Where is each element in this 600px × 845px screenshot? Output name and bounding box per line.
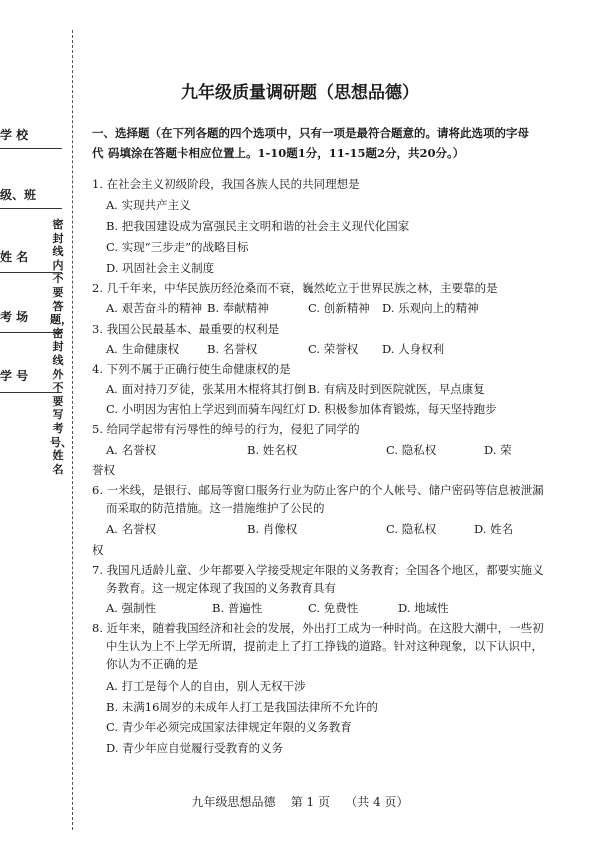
question-4-stem: 4. 下列不属于正确行使生命健康权的是: [92, 362, 291, 376]
question-8-option-c: C. 青少年必须完成国家法律规定年限的义务教育: [106, 720, 352, 734]
question-3-option-a: A. 生命健康权: [106, 342, 180, 356]
page-footer: [0, 793, 600, 810]
question-6-option-a: A. 名誉权: [106, 522, 157, 536]
question-6-stem-line-2: 而采取的防范措施。这一措施维护了公民的: [106, 501, 325, 515]
question-8-option-a: A. 打工是每个人的自由，别人无权干涉: [106, 679, 306, 693]
question-5-option-c: C. 隐私权: [386, 443, 437, 457]
question-5-option-d: D. 荣: [484, 443, 512, 457]
question-8-option-d: D. 青少年应自觉履行受教育的义务: [106, 741, 284, 755]
question-1-option-d: D. 巩固社会主义制度: [106, 261, 215, 275]
question-6-option-d-continued: 权: [92, 543, 104, 557]
question-8-option-b: B. 未满16周岁的未成年人打工是我国法律所不允许的: [106, 700, 378, 714]
question-3-option-c: C. 荣誉权: [308, 342, 359, 356]
question-1-option-c: C. 实现“三步走”的战略目标: [106, 240, 249, 254]
class-line: [0, 208, 62, 209]
question-4-option-a: A. 面对持刀歹徒，张某用木棍将其打倒: [106, 382, 306, 396]
question-6-option-c: C. 隐私权: [386, 522, 437, 536]
footer-total-pages: （共 4 页）: [345, 795, 409, 809]
question-1-option-a: A. 实现共产主义: [106, 198, 191, 212]
page-title: 九年级质量调研题（思想品德）: [181, 83, 419, 103]
student-number-label: 学 号: [0, 369, 29, 383]
question-2-option-d: D. 乐观向上的精神: [382, 301, 479, 315]
question-8-stem-line-3: 你认为不正确的是: [106, 657, 198, 671]
question-7-option-d: D. 地域性: [398, 601, 449, 615]
question-3-stem: 3. 我国公民最基本、最重要的权利是: [92, 322, 280, 336]
instructions-line-2: 码填涂在答题卡相应位置上。1-10题1分，11-15题2分，共20分。）: [108, 146, 465, 160]
question-3-option-d: D. 人身权利: [382, 342, 445, 356]
exam-room-label: 考 场: [0, 310, 29, 324]
question-2-stem: 2. 几千年来，中华民族历经沧桑而不衰，巍然屹立于世界民族之林，主要靠的是: [92, 281, 498, 295]
question-4-option-b: B. 有病及时到医院就医，早点康复: [308, 382, 485, 396]
question-8-stem-line-2: 中生认为上不上学无所谓，提前走上了打工挣钱的道路。针对这种现象，以下认识中，: [106, 639, 543, 653]
question-4-option-c: C. 小明因为害怕上学迟到而骑车闯红灯: [106, 402, 306, 416]
question-5-option-a: A. 名誉权: [106, 443, 157, 457]
question-6-stem-line-1: 6. 一米线，是银行、邮局等窗口服务行业为防止客户的个人帐号、储户密码等信息被泄漏: [92, 483, 544, 497]
question-5-option-b: B. 姓名权: [247, 443, 298, 457]
seal-notice: 密封线内不要答题，密封线外不要写考号、姓名: [50, 218, 72, 476]
question-7-stem-line-1: 7. 我国凡适龄儿童、少年都要入学接受规定年限的义务教育；全国各个地区，都要实施义: [92, 563, 544, 577]
question-1-option-b: B. 把我国建设成为富强民主文明和谐的社会主义现代化国家: [106, 219, 410, 233]
instructions-line-1: 一、选择题（在下列各题的四个选项中，只有一项是最符合题意的。请将此选项的字母代: [92, 126, 529, 160]
question-7-stem-line-2: 务教育。这一规定体现了我国的义务教育具有: [106, 581, 336, 595]
question-5-stem: 5. 给同学起带有污辱性的绰号的行为，侵犯了同学的: [92, 422, 360, 436]
name-label: 姓 名: [0, 250, 29, 264]
question-4-option-d: D. 积极参加体育锻炼，每天坚持跑步: [308, 402, 497, 416]
question-8-stem-line-1: 8. 近年来，随着我国经济和社会的发展，外出打工成为一种时尚。在这股大潮中，一些初: [92, 621, 544, 635]
school-line: [0, 148, 62, 149]
footer-subject: 九年级思想品德: [191, 795, 276, 809]
seal-line: [72, 30, 73, 830]
question-7-option-a: A. 强制性: [106, 601, 157, 615]
footer-page-number: 第 1 页: [290, 795, 330, 809]
question-5-option-d-continued: 誉权: [92, 463, 115, 477]
question-6-option-b: B. 肖像权: [247, 522, 298, 536]
question-1-stem: 1. 在社会主义初级阶段，我国各族人民的共同理想是: [92, 177, 360, 191]
question-7-option-c: C. 免费性: [308, 601, 359, 615]
class-label: 级、班: [0, 188, 37, 202]
question-3-option-b: B. 名誉权: [207, 342, 258, 356]
question-2-option-a: A. 艰苦奋斗的精神: [106, 301, 203, 315]
question-2-option-b: B. 奉献精神: [207, 301, 269, 315]
question-2-option-c: C. 创新精神: [308, 301, 370, 315]
school-label: 学 校: [0, 128, 29, 142]
question-6-option-d: D. 姓名: [474, 522, 514, 536]
question-7-option-b: B. 普遍性: [212, 601, 263, 615]
